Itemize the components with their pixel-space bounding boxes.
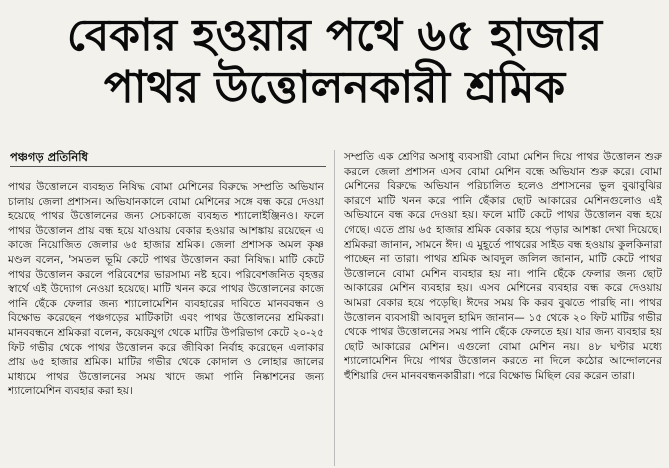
article-paragraph-left: পাথর উত্তোলনে ব্যবহৃত নিষিদ্ধ বোমা মেশিনের বিরুদ্ধে সম্প্রতি অভিযান চালায় জেলা প্রশাসন। অভিযানকালে বোমা মেশিনের সঙ্গে বন্ধ করে দেওয়া হয়েছে পাথর উত্তোলনের জন্য সেচকাজে ব্যবহৃত শ্যালোইঞ্জিনও। ফলে পাথর উত্তোলন প্রায় বন্ধ হয়ে যাওয়ায় বেকার হওয়ার আশঙ্কায় রয়েছেন এ কাজে নিয়োজিত জেলার ৬৫ হাজার শ্রমিক। জেলা প্রশাসক অমল কৃষ্ণ মণ্ডল বলেন, 'সমতল ভূমি কেটে পাথর উত্তোলন করা নিষিদ্ধ। মাটি কেটে পাথর উত্তোলন করলে পরিবেশের ভারসাম্য নষ্ট হবে। পরিবেশজনিত বৃহত্তর স্বার্থে এই উদ্যোগ নেওয়া হয়েছে। মাটি খনন করে পাথর উত্তোলনের কাজে পানি ছেঁকে ফেলার জন্য শ্যালোমেশিন ব্যবহারের দাবিতে মানববন্ধন ও বিক্ষোভ করেছেন পঞ্চগড়ের মাটিকাটা এবং পাথর উত্তোলনের শ্রমিকরা। মানববন্ধনে শ্রমিকরা বলেন, কয়েকযুগ থেকে মাটির উপরিভাগ কেটে ২০-২৫ ফিট গভীর থেকে পাথর উত্তোলন করে জীবিকা নির্বাহ করেছেন এলাকার প্রায় ৬৫ হাজার শ্রমিক। মাটির গভীর থেকে কোদাল ও লোহার জালের মাধ্যমে পাথর উত্তোলনের সময় খাদে জমা পানি নিষ্কাশনের জন্য শ্যালোমেশিন ব্যবহার করা হয়।: [8, 181, 324, 398]
byline: পঞ্চগড় প্রতিনিধি: [10, 150, 326, 167]
headline: [0, 10, 669, 114]
headline-line-1: বেকার হওয়ার পথে ৬৫ হাজার: [66, 10, 603, 61]
article-column-right: [344, 150, 662, 466]
headline-line-2: পাথর উত্তোলনকারী শ্রমিক: [103, 62, 566, 113]
column-divider: [334, 150, 335, 466]
article-paragraph-right: সম্প্রতি এক শ্রেণির অসাধু ব্যবসায়ী বোমা মেশিন দিয়ে পাথর উত্তোলন শুরু করলে জেলা প্রশাসন এসব বোমা মেশিন বন্ধে অভিযান শুরু করে। বোমা মেশিনের বিরুদ্ধে অভিযান পরিচালিত হলেও প্রশাসনের ভুল বুঝাবুঝির কারণে মাটি খনন করে পানি ছেঁকার ছোট আকারের মেশিনগুলোও এই অভিযানে বন্ধ করে দেওয়া হয়। ফলে মাটি কেটে পাথর উত্তোলন বন্ধ হয়ে গেছে। এতে প্রায় ৬৫ হাজার শ্রমিক বেকার হয়ে পড়ার আশঙ্কা দেখা দিয়েছে। শ্রমিকরা জানান, সামনে ঈদ। এ মুহূর্তে পাথরের সাইড বন্ধ হওয়ায় কুলকিনারা পাচ্ছেন না তারা। পাথর শ্রমিক আবদুল জলিল জানান, মাটি কেটে পাথর উত্তোলনে বোমা মেশিন ব্যবহার হয় না। পানি ছেঁকে ফেলার জন্য ছোট আকারের মেশিন ব্যবহার হয়। এসব মেশিনের ব্যবহার বন্ধ করে দেওয়ায় আমরা বেকার হয়ে পড়েছি। ঈদের সময় কি করব বুঝতে পারছি না। পাথর উত্তোলন ব্যবসায়ী আবদুল হামিদ জানান— ১৫ থেকে ২০ ফিট মাটির গভীর থেকে পাথর উত্তোলনের সময় পানি ছেঁকে ফেলতে হয়। যার জন্য ব্যবহার হয় ছোট আকারের মেশিন। এগুলো বোমা মেশিন নয়। ৪৮ ঘণ্টার মধ্যে শ্যালোমেশিন দিয়ে পাথর উত্তোলন করতে না দিলে কঠোর আন্দোলনের হুঁশিয়ারি দেন মানববন্ধনকারীরা। পরে বিক্ষোভ মিছিল বের করেন তারা।: [344, 151, 662, 382]
article-column-left: [8, 180, 324, 466]
